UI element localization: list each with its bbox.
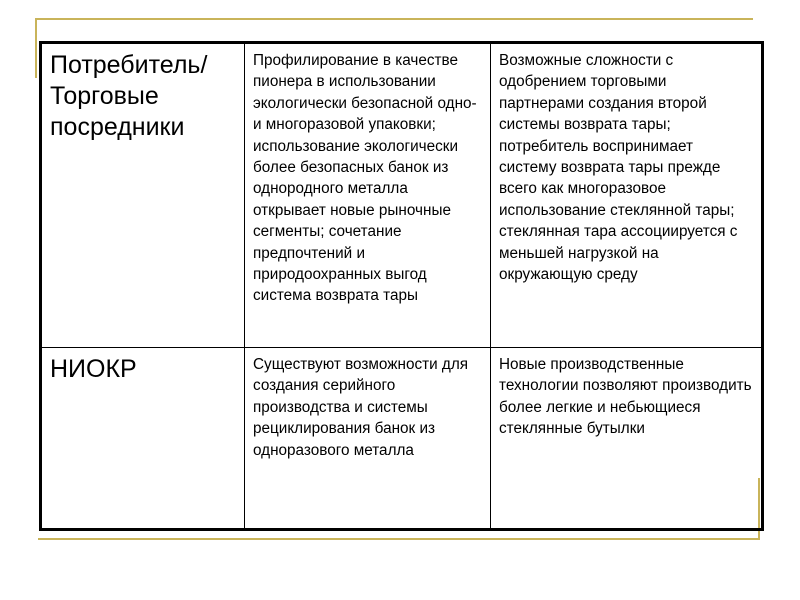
- row-label-cell: Потребитель/ Торговые посредники: [41, 43, 245, 348]
- top-decorative-rule: [35, 18, 753, 20]
- strengths-cell: Профилирование в качестве пионера в использовании экологически безопасной одно- и многоразовой упаковки; использование экологически более безопасных банок из однородного металла открывает новые рыночные сегменты; сочетание предпочтений и природоохранных выгод система возврата тары: [245, 43, 491, 348]
- swot-table: [39, 41, 764, 531]
- top-left-decorative-rule: [35, 18, 37, 78]
- table-row: [41, 43, 763, 348]
- strengths-cell: Существуют возможности для создания серийного производства и системы рециклирования банок из одноразового металла: [245, 348, 491, 530]
- bottom-decorative-rule: [38, 538, 760, 540]
- difficulties-cell: Новые производственные технологии позволяют производить более легкие и небьющиеся стеклянные бутылки: [491, 348, 763, 530]
- row-label-cell: НИОКР: [41, 348, 245, 530]
- table-row: [41, 348, 763, 530]
- difficulties-cell: Возможные сложности с одобрением торговыми партнерами создания второй системы возврата тары; потребитель воспринимает систему возврата тары прежде всего как многоразовое использование стеклянной тары; стеклянная тара ассоциируется с меньшей нагрузкой на окружающую среду: [491, 43, 763, 348]
